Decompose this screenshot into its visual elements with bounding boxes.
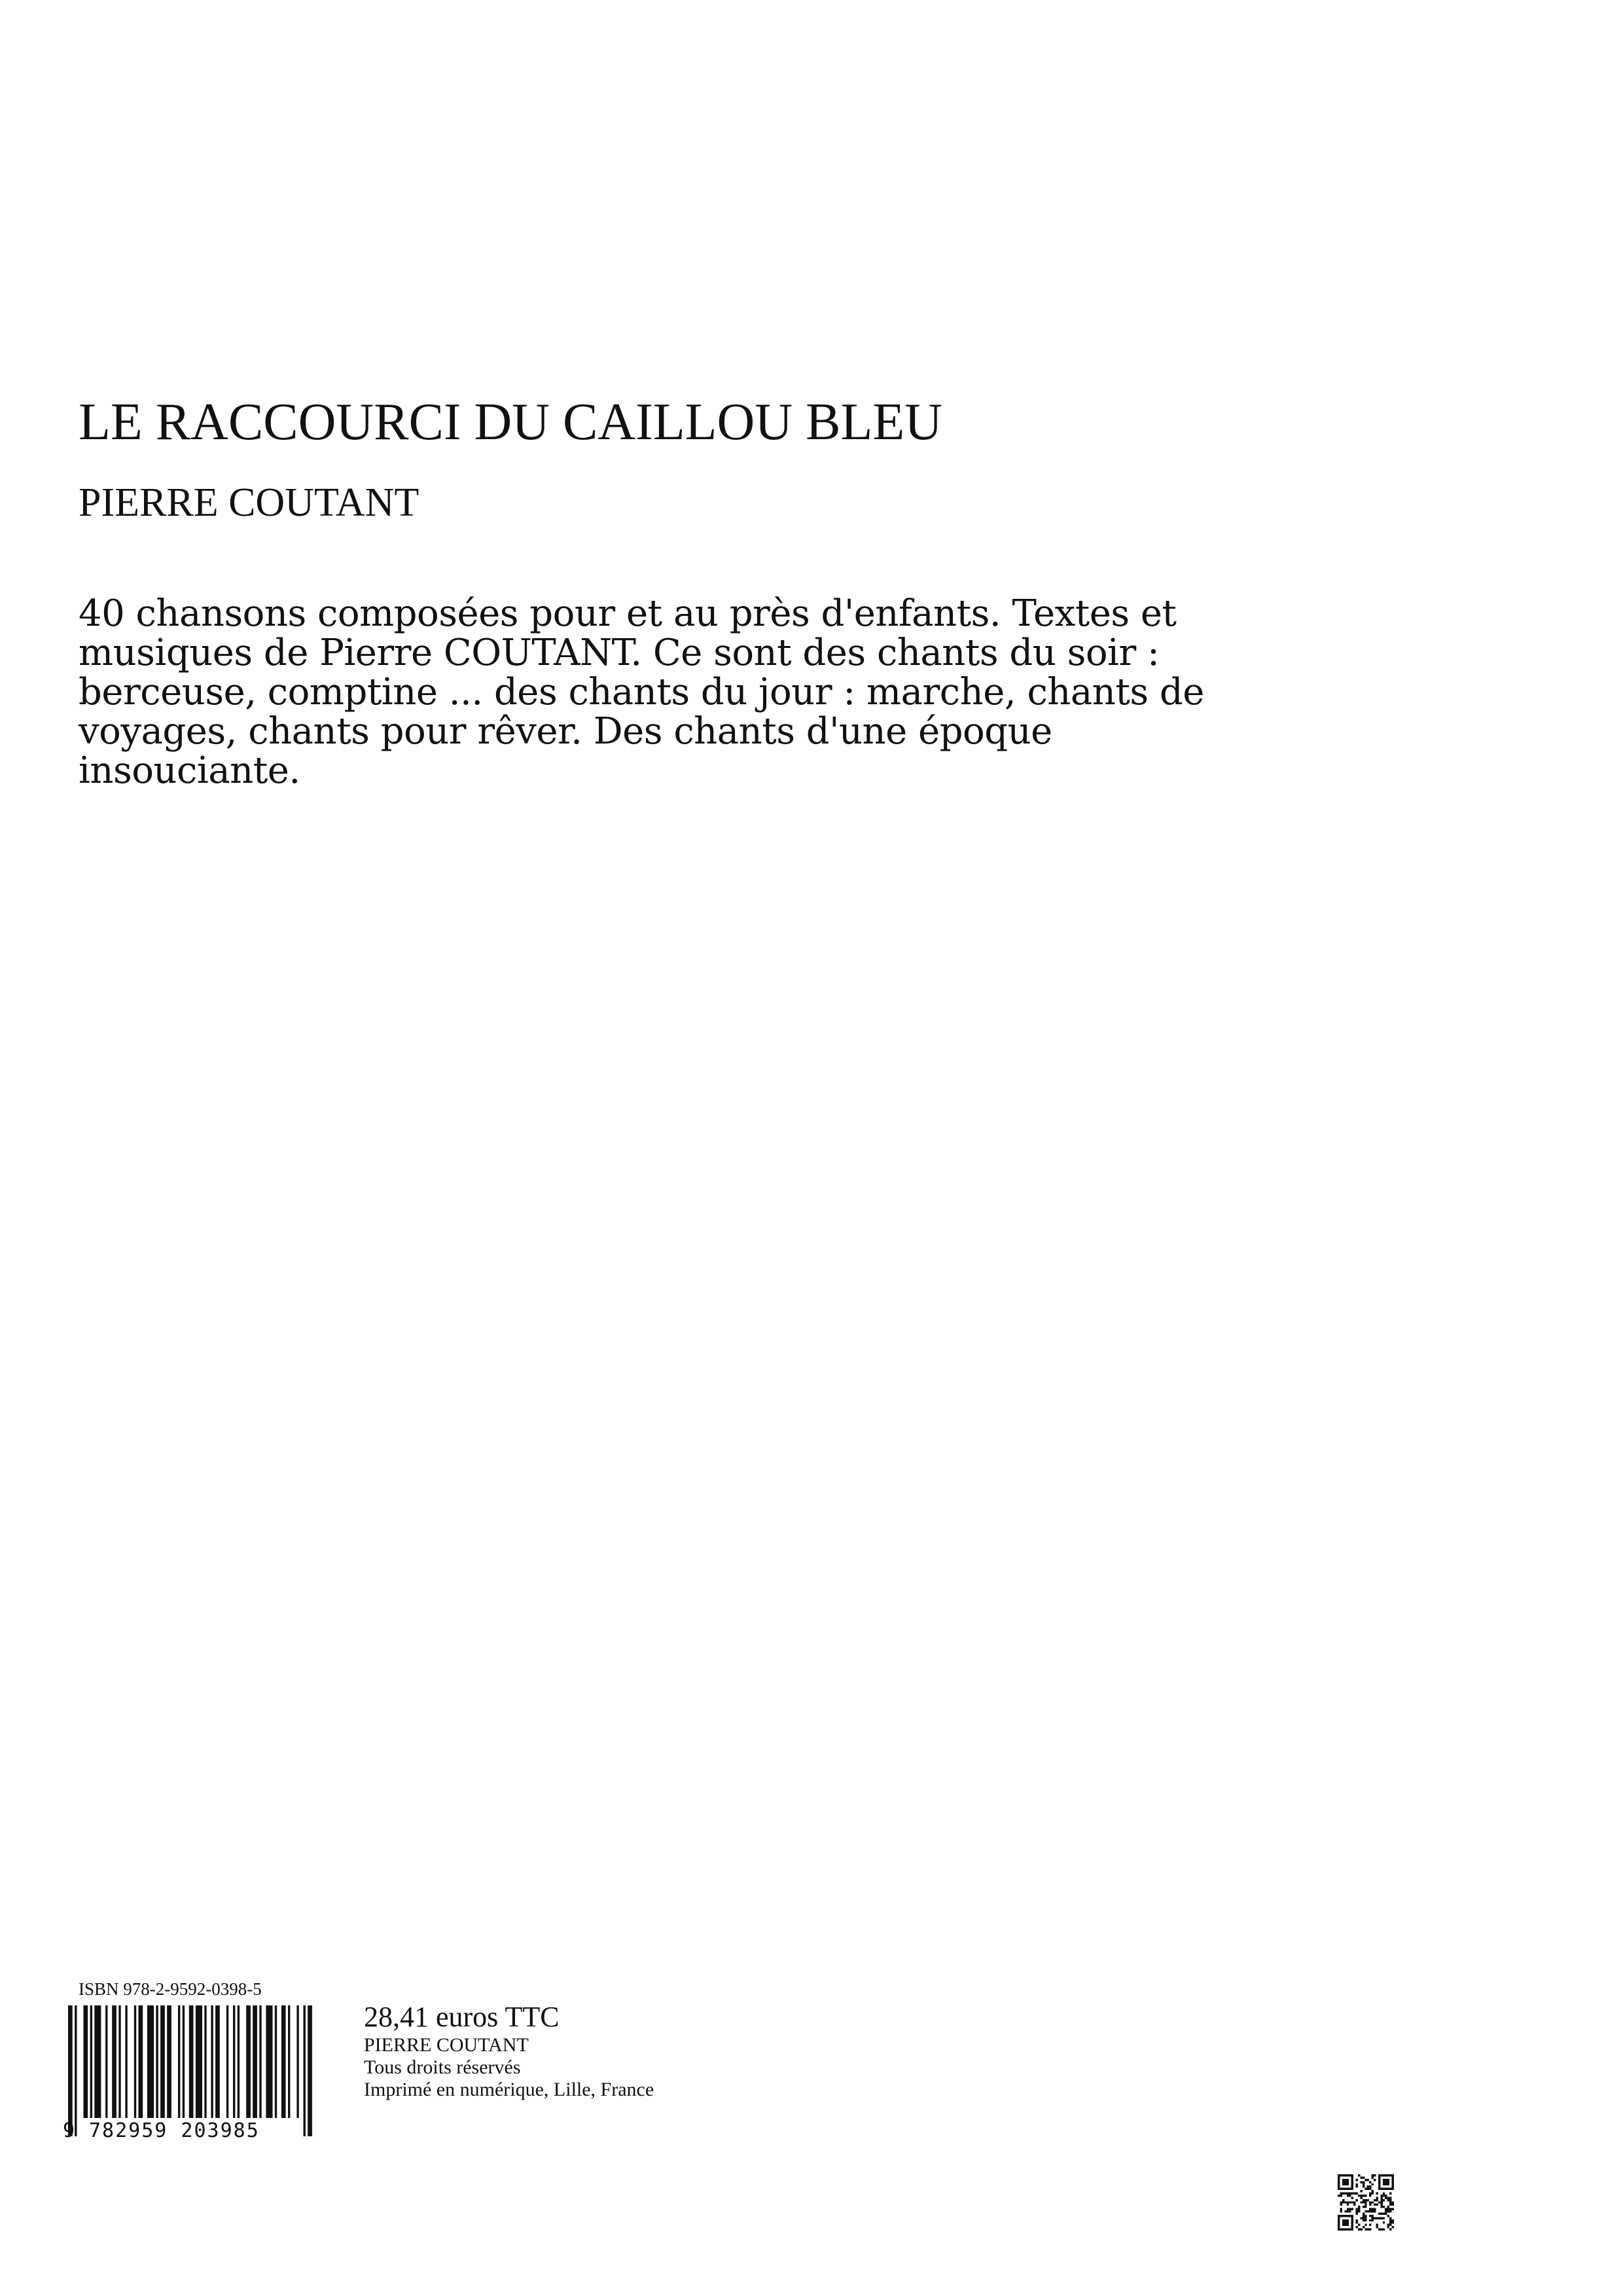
qr-module: [1363, 2176, 1364, 2178]
barcode-bar: [84, 2005, 88, 2118]
qr-module: [1342, 2201, 1344, 2203]
barcode-bar: [226, 2005, 228, 2118]
qr-module: [1385, 2195, 1387, 2197]
qr-module: [1363, 2199, 1364, 2201]
qr-module: [1380, 2197, 1382, 2198]
barcode-bar: [139, 2005, 143, 2118]
qr-module: [1372, 2217, 1374, 2219]
qr-module: [1363, 2181, 1364, 2183]
qr-module: [1372, 2190, 1374, 2192]
barcode-first-digit: 9: [63, 2119, 75, 2142]
print-location: Imprimé en numérique, Lille, France: [364, 2079, 654, 2100]
qr-module: [1380, 2212, 1382, 2214]
book-summary: 40 chansons composées pour et au près d'enfants. Textes et musiques de Pierre COUTANT. Ce sont des chants du soir : berceuse, comptine ... des chants du jour : marche, chants de voyages, chants pour rêver. Des chants d'une époque insouciante.: [79, 592, 1204, 792]
qr-module: [1340, 2210, 1342, 2212]
qr-module: [1369, 2208, 1371, 2210]
barcode-bar: [94, 2005, 101, 2118]
qr-module: [1344, 2201, 1346, 2203]
qr-module: [1389, 2208, 1391, 2210]
qr-module: [1360, 2197, 1362, 2198]
barcode-bar: [204, 2005, 206, 2118]
qr-module: [1363, 2206, 1364, 2208]
qr-module: [1389, 2217, 1391, 2219]
qr-module: [1387, 2199, 1389, 2201]
qr-module: [1385, 2208, 1387, 2210]
qr-module: [1360, 2190, 1362, 2192]
qr-module: [1360, 2201, 1362, 2203]
qr-module: [1356, 2226, 1358, 2228]
qr-module: [1387, 2197, 1389, 2198]
qr-module: [1376, 2204, 1378, 2206]
barcode-bar: [196, 2005, 202, 2136]
barcode-bar: [275, 2005, 277, 2118]
qr-module: [1372, 2210, 1374, 2212]
book-author: PIERRE COUTANT: [79, 480, 419, 525]
qr-module: [1340, 2208, 1342, 2210]
qr-module: [1387, 2215, 1389, 2217]
qr-module: [1369, 2204, 1371, 2206]
qr-module: [1363, 2215, 1364, 2217]
qr-module: [1367, 2229, 1369, 2231]
qr-module: [1349, 2208, 1351, 2210]
qr-module: [1378, 2229, 1380, 2231]
qr-module: [1347, 2210, 1349, 2212]
qr-module: [1363, 2217, 1364, 2219]
qr-module: [1364, 2229, 1366, 2231]
qr-module: [1389, 2229, 1391, 2231]
qr-module: [1364, 2204, 1366, 2206]
qr-module: [1363, 2219, 1364, 2221]
qr-module: [1378, 2217, 1380, 2219]
qr-module: [1374, 2217, 1376, 2219]
qr-module: [1380, 2201, 1382, 2203]
qr-module: [1376, 2224, 1378, 2226]
qr-module: [1387, 2208, 1389, 2210]
qr-module: [1372, 2174, 1374, 2176]
qr-module: [1358, 2210, 1360, 2212]
imprint-block: [364, 2000, 654, 2101]
qr-module: [1369, 2219, 1371, 2221]
qr-module: [1356, 2193, 1358, 2195]
qr-module: [1363, 2185, 1364, 2187]
barcode-bar: [253, 2005, 257, 2118]
qr-module: [1376, 2199, 1378, 2201]
qr-module: [1364, 2210, 1366, 2212]
qr-module: [1356, 2210, 1358, 2212]
barcode-bar: [189, 2005, 194, 2136]
isbn-label: ISBN 978-2-9592-0398-5: [79, 1979, 262, 1999]
barcode-bar: [147, 2005, 154, 2118]
qr-module: [1392, 2208, 1394, 2210]
qr-module: [1374, 2179, 1376, 2181]
barcode-bar: [134, 2005, 136, 2118]
qr-module: [1389, 2193, 1391, 2195]
qr-module: [1367, 2199, 1369, 2201]
qr-module: [1369, 2210, 1371, 2212]
barcode-bar: [259, 2005, 261, 2118]
qr-module: [1376, 2217, 1378, 2219]
qr-module: [1347, 2201, 1349, 2203]
qr-module: [1364, 2199, 1366, 2201]
qr-module: [1369, 2195, 1371, 2197]
barcode-bar: [296, 2005, 298, 2118]
qr-module: [1392, 2219, 1394, 2221]
qr-module: [1356, 2199, 1358, 2201]
qr-module: [1383, 2212, 1385, 2214]
qr-module: [1374, 2204, 1376, 2206]
qr-module: [1383, 2195, 1385, 2197]
qr-module: [1383, 2217, 1385, 2219]
qr-module: [1389, 2201, 1391, 2203]
qr-module: [1387, 2206, 1389, 2208]
qr-module: [1380, 2199, 1382, 2201]
qr-module: [1358, 2224, 1360, 2226]
qr-module: [1351, 2208, 1353, 2210]
qr-finder: [1342, 2179, 1349, 2185]
barcode-bar: [266, 2005, 272, 2118]
qr-module: [1351, 2193, 1353, 2195]
qr-module: [1342, 2193, 1344, 2195]
qr-module: [1369, 2185, 1371, 2187]
qr-module: [1374, 2199, 1376, 2201]
qr-module: [1349, 2201, 1351, 2203]
qr-module: [1351, 2201, 1353, 2203]
book-title: LE RACCOURCI DU CAILLOU BLEU: [79, 393, 942, 451]
qr-module: [1358, 2229, 1360, 2231]
qr-module: [1383, 2193, 1385, 2195]
qr-module: [1353, 2193, 1355, 2195]
barcode-bar: [68, 2005, 73, 2136]
qr-module: [1385, 2210, 1387, 2212]
qr-module: [1358, 2174, 1360, 2176]
qr-module: [1347, 2195, 1349, 2197]
barcode-bar: [156, 2005, 158, 2118]
barcode-bar: [211, 2005, 213, 2118]
qr-module: [1356, 2179, 1358, 2181]
qr-module: [1372, 2215, 1374, 2217]
qr-module: [1380, 2204, 1382, 2206]
qr-module: [1344, 2193, 1346, 2195]
qr-module: [1353, 2204, 1355, 2206]
qr-module: [1369, 2193, 1371, 2195]
qr-module: [1349, 2193, 1351, 2195]
qr-module: [1372, 2183, 1374, 2185]
qr-module: [1387, 2226, 1389, 2228]
qr-module: [1351, 2197, 1353, 2198]
qr-module: [1376, 2193, 1378, 2195]
qr-module: [1383, 2229, 1385, 2231]
qr-module: [1378, 2201, 1380, 2203]
qr-module: [1383, 2199, 1385, 2201]
qr-module: [1372, 2208, 1374, 2210]
qr-module: [1389, 2204, 1391, 2206]
qr-module: [1385, 2212, 1387, 2214]
qr-module: [1364, 2215, 1366, 2217]
qr-module: [1356, 2219, 1358, 2221]
qr-module: [1374, 2208, 1376, 2210]
qr-module: [1340, 2193, 1342, 2195]
barcode-bar: [308, 2005, 312, 2136]
qr-module: [1353, 2201, 1355, 2203]
qr-finder: [1383, 2179, 1389, 2185]
barcode-bar: [167, 2005, 171, 2118]
qr-module: [1360, 2195, 1362, 2197]
qr-module: [1372, 2176, 1374, 2178]
qr-module: [1369, 2188, 1371, 2190]
qr-module: [1364, 2179, 1366, 2181]
qr-module: [1383, 2206, 1385, 2208]
publisher: PIERRE COUTANT: [364, 2034, 529, 2056]
rights-notice: Tous droits réservés: [364, 2056, 521, 2078]
qr-module: [1340, 2204, 1342, 2206]
barcode-bar: [183, 2005, 185, 2118]
qr-module: [1347, 2208, 1349, 2210]
qr-module: [1364, 2219, 1366, 2221]
qr-module: [1363, 2195, 1364, 2197]
qr-module: [1367, 2185, 1369, 2187]
qr-module: [1372, 2219, 1374, 2221]
qr-module: [1360, 2217, 1362, 2219]
qr-module: [1358, 2195, 1360, 2197]
barcode-number: 782959 203985: [88, 2118, 261, 2144]
qr-module: [1380, 2229, 1382, 2231]
qr-module: [1340, 2201, 1342, 2203]
qr-module: [1349, 2210, 1351, 2212]
qr-module: [1369, 2201, 1371, 2203]
qr-module: [1389, 2221, 1391, 2223]
qr-module: [1363, 2201, 1364, 2203]
qr-module: [1356, 2183, 1358, 2185]
qr-module: [1364, 2206, 1366, 2208]
qr-module: [1344, 2210, 1346, 2212]
qr-module: [1369, 2224, 1371, 2226]
barcode-bar: [105, 2005, 107, 2118]
qr-module: [1356, 2208, 1358, 2210]
qr-module: [1364, 2195, 1366, 2197]
qr-module: [1383, 2221, 1385, 2223]
qr-module: [1380, 2217, 1382, 2219]
barcode-bar: [178, 2005, 180, 2118]
qr-module: [1392, 2226, 1394, 2228]
qr-module: [1369, 2215, 1371, 2217]
qr-module: [1387, 2210, 1389, 2212]
barcode-bar: [304, 2005, 306, 2136]
barcode-bar: [90, 2005, 92, 2118]
qr-module: [1392, 2201, 1394, 2203]
barcode-bar: [246, 2005, 251, 2118]
qr-module: [1367, 2210, 1369, 2212]
qr-module: [1392, 2204, 1394, 2206]
qr-module: [1389, 2219, 1391, 2221]
qr-module: [1338, 2195, 1340, 2197]
barcode-bar: [75, 2005, 77, 2136]
qr-module: [1363, 2226, 1364, 2228]
barcode-bar: [281, 2005, 286, 2118]
qr-module: [1364, 2217, 1366, 2219]
barcode-bar: [112, 2005, 116, 2118]
qr-module: [1340, 2195, 1342, 2197]
barcode-bar: [233, 2005, 235, 2118]
barcode-bar: [160, 2005, 165, 2118]
qr-module: [1356, 2212, 1358, 2214]
qr-module: [1380, 2206, 1382, 2208]
qr-module: [1364, 2201, 1366, 2203]
qr-module: [1360, 2181, 1362, 2183]
qr-module: [1349, 2195, 1351, 2197]
qr-module: [1374, 2210, 1376, 2212]
qr-module: [1389, 2199, 1391, 2201]
qr-module: [1364, 2224, 1366, 2226]
qr-module: [1387, 2224, 1389, 2226]
qr-module: [1376, 2197, 1378, 2198]
qr-module: [1360, 2229, 1362, 2231]
qr-module: [1380, 2195, 1382, 2197]
qr-module: [1392, 2221, 1394, 2223]
qr-module: [1367, 2179, 1369, 2181]
qr-module: [1363, 2212, 1364, 2214]
qr-module: [1360, 2176, 1362, 2178]
qr-code-icon: [1338, 2174, 1394, 2231]
qr-module: [1378, 2212, 1380, 2214]
qr-module: [1363, 2183, 1364, 2185]
qr-module: [1347, 2193, 1349, 2195]
qr-module: [1374, 2174, 1376, 2176]
qr-module: [1389, 2210, 1391, 2212]
qr-module: [1385, 2197, 1387, 2198]
qr-module: [1367, 2188, 1369, 2190]
barcode-bar: [215, 2005, 220, 2118]
qr-module: [1347, 2204, 1349, 2206]
qr-module: [1372, 2201, 1374, 2203]
barcode-bar: [125, 2005, 127, 2118]
qr-module: [1356, 2185, 1358, 2187]
qr-finder: [1342, 2219, 1349, 2226]
qr-module: [1356, 2221, 1358, 2223]
qr-module: [1358, 2206, 1360, 2208]
barcode-bar: [118, 2005, 120, 2118]
qr-module: [1372, 2193, 1374, 2195]
qr-module: [1369, 2181, 1371, 2183]
qr-module: [1364, 2188, 1366, 2190]
qr-module: [1358, 2208, 1360, 2210]
qr-module: [1369, 2229, 1371, 2231]
barcode-bar: [288, 2005, 290, 2118]
price: 28,41 euros TTC: [364, 2001, 560, 2033]
qr-module: [1376, 2226, 1378, 2228]
qr-module: [1389, 2224, 1391, 2226]
qr-module: [1342, 2199, 1344, 2201]
qr-module: [1389, 2197, 1391, 2198]
barcode-bar: [238, 2005, 240, 2118]
